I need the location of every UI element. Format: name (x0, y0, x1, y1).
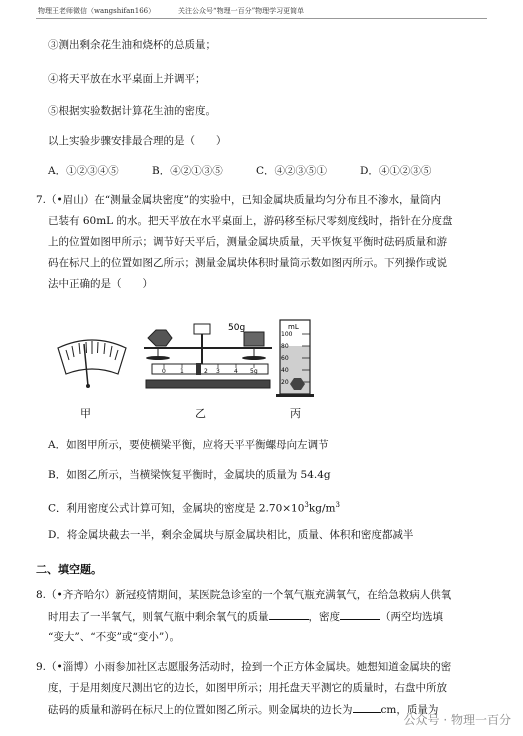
q7-line5: 法中正确的是（ ） (48, 278, 153, 290)
q6-step3: ③测出剩余花生油和烧杯的总质量； (48, 39, 216, 51)
figure-bing-label: 丙 (290, 407, 301, 420)
q8-blank-density[interactable] (340, 609, 380, 620)
figure-jia-dial (52, 330, 132, 390)
q8-line2-b: ，密度 (308, 611, 340, 623)
q7-option-c-unit: kg/m (308, 502, 336, 515)
cylinder-tick-80: 80 (281, 343, 289, 350)
header-right: 关注公众号“物理一百分”物理学习更简单 (178, 7, 305, 15)
q7-option-b[interactable]: B．如图乙所示，当横梁恢复平衡时，金属块的质量为 54.4g (48, 469, 331, 481)
cylinder-tick-20: 20 (281, 379, 289, 386)
weight-label: 50g (228, 323, 246, 333)
q8-line3: “变大”、“不变”或“变小”）。 (48, 631, 180, 643)
q8-line1: 8.（•齐齐哈尔）新冠疫情期间，某医院急诊室的一个氧气瓶充满氧气，在给急救病人供氧 (36, 589, 452, 601)
ruler-tick-3: 3 (216, 368, 220, 375)
q8-blank-mass[interactable] (269, 609, 309, 620)
header-left: 物理王老师微信（wangshifan166） (38, 7, 156, 15)
q6-option-a[interactable]: A．①②③④⑤ (48, 165, 119, 177)
q8-line2 (48, 609, 443, 624)
q6-step5: ⑤根据实验数据计算花生油的密度。 (48, 105, 216, 117)
q6-question: 以上实验步骤安排最合理的是（ ） (48, 135, 227, 147)
q6-option-c[interactable]: C．④②③⑤① (256, 165, 328, 177)
q7-line3: 上的位置如图甲所示；调节好天平后，测量金属块质量，天平恢复平衡时砝码质量和游 (48, 236, 447, 248)
ruler-tick-0: 0 (162, 368, 166, 375)
figure-yi-balance (138, 318, 278, 398)
q6-option-d[interactable]: D．④①②③⑤ (360, 165, 432, 177)
ruler-tick-4: 4 (234, 368, 238, 375)
figure-yi-label: 乙 (195, 407, 206, 420)
cylinder-unit: mL (288, 323, 299, 331)
q8-line2-a: 时用去了一半氧气，则氧气瓶中剩余氧气的质量 (48, 611, 269, 623)
q9-line1: 9.（•淄博）小雨参加社区志愿服务活动时，捡到一个正方体金属块。她想知道金属块的密 (36, 661, 452, 673)
q6-step4: ④将天平放在水平桌面上并调平； (48, 73, 206, 85)
q9-line3 (48, 702, 438, 717)
q7-option-c[interactable] (48, 498, 340, 516)
q7-line2: 已装有 60mL 的水。把天平放在水平桌面上，游码移至标尺零刻度线时，指针在分度盘 (48, 215, 453, 227)
q7-option-c-unit-exp: 3 (335, 501, 340, 509)
q9-line3-a: 砝码的质量和游码在标尺上的位置如图乙所示。则金属块的边长为 (48, 704, 353, 716)
watermark: 公众号 · 物理一百分 (403, 713, 511, 727)
ruler-tick-5: 5g (250, 368, 258, 375)
q9-line3-b: cm，质量为 (380, 704, 439, 716)
q9-blank-edge[interactable] (353, 702, 381, 713)
q7-option-c-text: C．利用密度公式计算可知，金属块的密度是 2.70×10 (48, 502, 305, 515)
q7-option-d[interactable]: D．将金属块截去一半，剩余金属块与原金属块相比，质量、体积和密度都减半 (48, 529, 414, 541)
cylinder-tick-100: 100 (281, 331, 293, 338)
header-divider (36, 18, 487, 19)
q7-line4: 码在标尺上的位置如图乙所示；测量金属块体积时量筒示数如图丙所示。下列操作或说 (48, 257, 447, 269)
ruler-tick-1: 1 (180, 368, 184, 375)
q9-line2: 度，于是用刻度尺测出它的边长，如图甲所示；用托盘天平测它的质量时，右盘中所放 (48, 682, 447, 694)
figure-jia-label: 甲 (80, 407, 91, 420)
q8-line2-c: （两空均选填 (380, 611, 443, 623)
cylinder-tick-60: 60 (281, 355, 289, 362)
figure-bing-cylinder (268, 312, 328, 398)
ruler-tick-2: 2 (204, 368, 208, 375)
q7-option-a[interactable]: A．如图甲所示，要使横梁平衡，应将天平平衡螺母向左调节 (48, 439, 329, 451)
cylinder-tick-40: 40 (281, 367, 289, 374)
q7-option-c-exp: 3 (304, 501, 309, 509)
section-fill-blank-title: 二、填空题。 (36, 563, 102, 576)
q6-option-b[interactable]: B．④②①③⑤ (152, 165, 223, 177)
q7-line1: 7.（•眉山）在“测量金属块密度”的实验中，已知金属块质量均匀分布且不渗水，量筒内 (36, 194, 441, 206)
q6-options (48, 163, 478, 178)
